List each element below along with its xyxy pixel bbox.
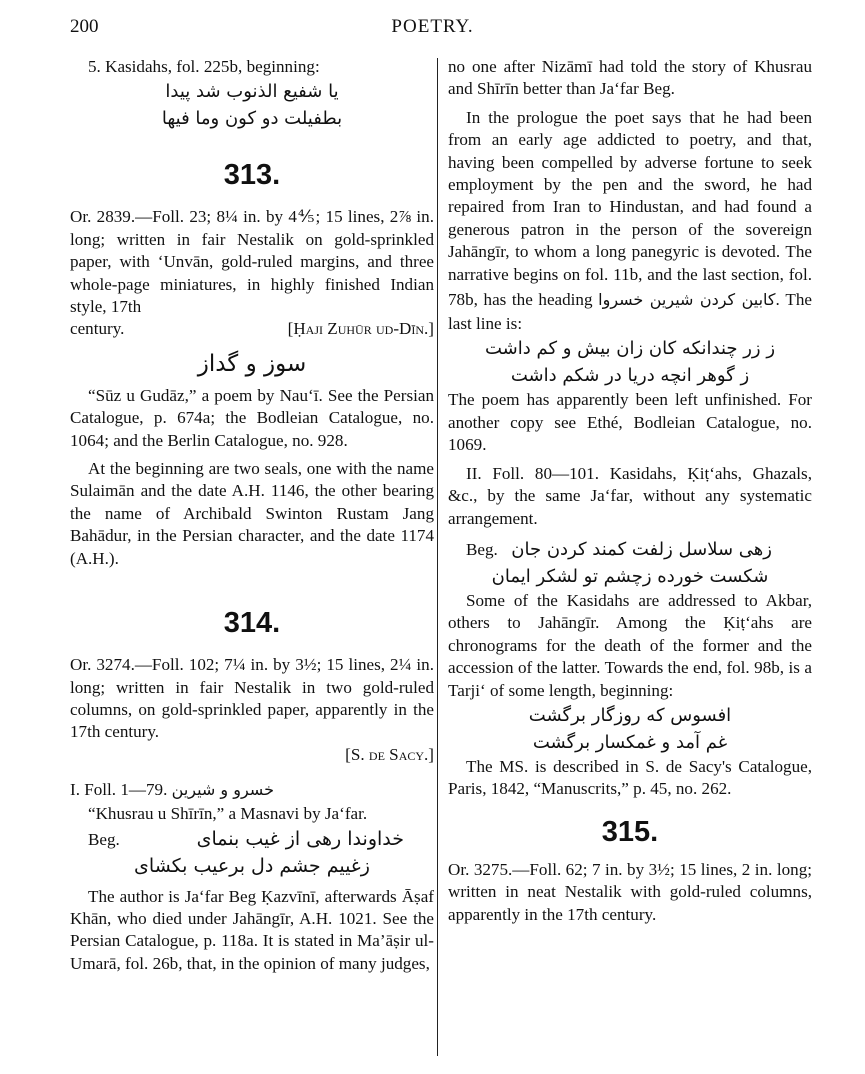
entry-315-number: 315.: [601, 815, 659, 848]
tarji-verse-2: غم آمد و غمکسار برگشت: [532, 731, 728, 753]
continued-text: no one after Nizāmī had told the story of Khusrau and Shīrīn better than Ja‘far Beg.: [448, 57, 812, 99]
page-number: 200: [70, 16, 99, 37]
part-1-label: I. Foll. 1—79.: [70, 780, 168, 800]
right-column: [448, 56, 812, 926]
entry-313-para-2: At the beginning are two seals, one with the name Sulaimān and the date A.H. 1146, the other bearing the name of Archibald Swinton Rustam Jang Bahādur, in the Persian character, and the date 1174 (A.H.).: [70, 459, 434, 568]
beg-verse-line-1: [70, 826, 434, 853]
tarji-verse-1: افسوس که روزگار برگشت: [528, 704, 732, 726]
beg2-label: Beg.: [466, 539, 498, 559]
part-1-persian: خسرو و شیرین: [171, 780, 274, 800]
entry-314-number: 314.: [223, 607, 281, 640]
left-column: [70, 56, 434, 975]
entry-313-provenance: [Ḥaji Zuhūr ud-Dīn.]: [287, 319, 434, 339]
running-title: POETRY.: [391, 16, 474, 37]
item5-line: 5. Kasidahs, fol. 225b, beginning:: [88, 57, 320, 76]
last-line-label: . The last line is:: [448, 290, 813, 334]
last-verse-2: ز گوهر انچه دریا در شکم داشت: [510, 365, 750, 387]
entry-313-number: 313.: [223, 159, 281, 192]
kasidahs-paragraph: Some of the Kasidahs are addressed to Akbar, others to Jahāngīr. Among the Ḳiṭ‘ahs are chronograms for the death of the former and the accession of the latter. Towards the end, fol. 98b, is a Tarji‘ of some length, beginning:: [448, 590, 812, 700]
part-2-paragraph: II. Foll. 80—101. Kasidahs, Ḳiṭ‘ahs, Ghazals, &c., by the same Ja‘far, without any systematic arrangement.: [448, 463, 812, 528]
entry-313-persian-title: سوز و گداز: [197, 350, 307, 377]
item5-verse-1: یا شفیع الذنوب شد پیدا: [165, 81, 339, 103]
prologue-paragraph: [448, 107, 812, 336]
entry-315-description: Or. 3275.—Foll. 62; 7 in. by 3½; 15 lines, 2 in. long; written in neat Nestalik with gold-ruled columns, apparently in the 17th century.: [448, 859, 812, 924]
beg2-verse-line-1: [448, 536, 812, 563]
entry-314-provenance: [S. de Sacy.]: [345, 744, 434, 764]
entry-314-description: Or. 3274.—Foll. 102; 7¼ in. by 3½; 15 lines, 2¼ in. long; written in fair Nestalik in two gold-ruled columns, on gold-sprinkled paper, apparently in the 17th century.: [70, 655, 434, 742]
poem-title-line: “Khusrau u Shīrīn,” a Masnavi by Ja‘far.: [88, 804, 368, 824]
beg2-verse-2: شکست خورده زچشم تو لشکر ایمان: [491, 565, 769, 587]
beg2-verse-1: زهی سلاسل زلفت کمند کردن جان: [511, 538, 772, 560]
column-rule: [437, 58, 438, 1056]
item5-verse-2: بطفیلت دو کون وما فیها: [161, 108, 343, 130]
beg-verse-2: زغییم جشم دل برعیب بکشای: [134, 854, 370, 877]
part-1-line: [70, 776, 434, 803]
last-verse-1: ز زر چندانکه کان زان بیش و کم داشت: [484, 338, 776, 360]
entry-313-desc-last: century.: [70, 319, 125, 339]
beg-verse-1: خداوندا رهی از غیب بنمای: [196, 827, 404, 850]
prologue-text: In the prologue the poet says that he had been from an early age addicted to poetry, and that, having been compelled by adverse fortune to seek employment by the pen and the sword, he had repaired from Iran to Hindustan, and had found a generous patron in the person of the sovereign Jahāngīr, to whom a long panegyric is devoted. The narrative begins on fol. 11b, and the last section, fol. 78b, has the heading: [448, 107, 812, 310]
author-paragraph: The author is Ja‘far Beg Ḳazvīnī, afterwards Āṣaf Khān, who died under Jahāngīr, A.H. 1021. See the Persian Catalogue, p. 118a. It is stated in Ma’āṣir ul-Umarā, fol. 26b, that, in the opinion of many judges,: [70, 886, 434, 973]
heading-persian: کابین کردن شیرین خسروا: [598, 290, 776, 310]
unfinished-paragraph: The poem has apparently been left unfinished. For another copy see Ethé, Bodleian Catalogue, no. 1069.: [448, 390, 812, 455]
entry-313-para-1: “Sūz u Gudāz,” a poem by Nau‘ī. See the Persian Catalogue, p. 674a; the Bodleian Catalogue, no. 1064; and the Berlin Catalogue, no. 928.: [70, 385, 434, 450]
described-paragraph: The MS. is described in S. de Sacy's Catalogue, Paris, 1842, “Manuscrits,” p. 45, no. 262.: [448, 756, 812, 799]
entry-313-description: Or. 2839.—Foll. 23; 8¼ in. by 4⅘; 15 lines, 2⅞ in. long; written in fair Nestalik on gold-sprinkled paper, with ‘Unvān, gold-ruled margins, and three whole-page miniatures, in highly finished Indian style, 17th: [70, 207, 434, 317]
beg-label: Beg.: [88, 829, 120, 849]
entry-313-provenance-line: [70, 318, 434, 340]
